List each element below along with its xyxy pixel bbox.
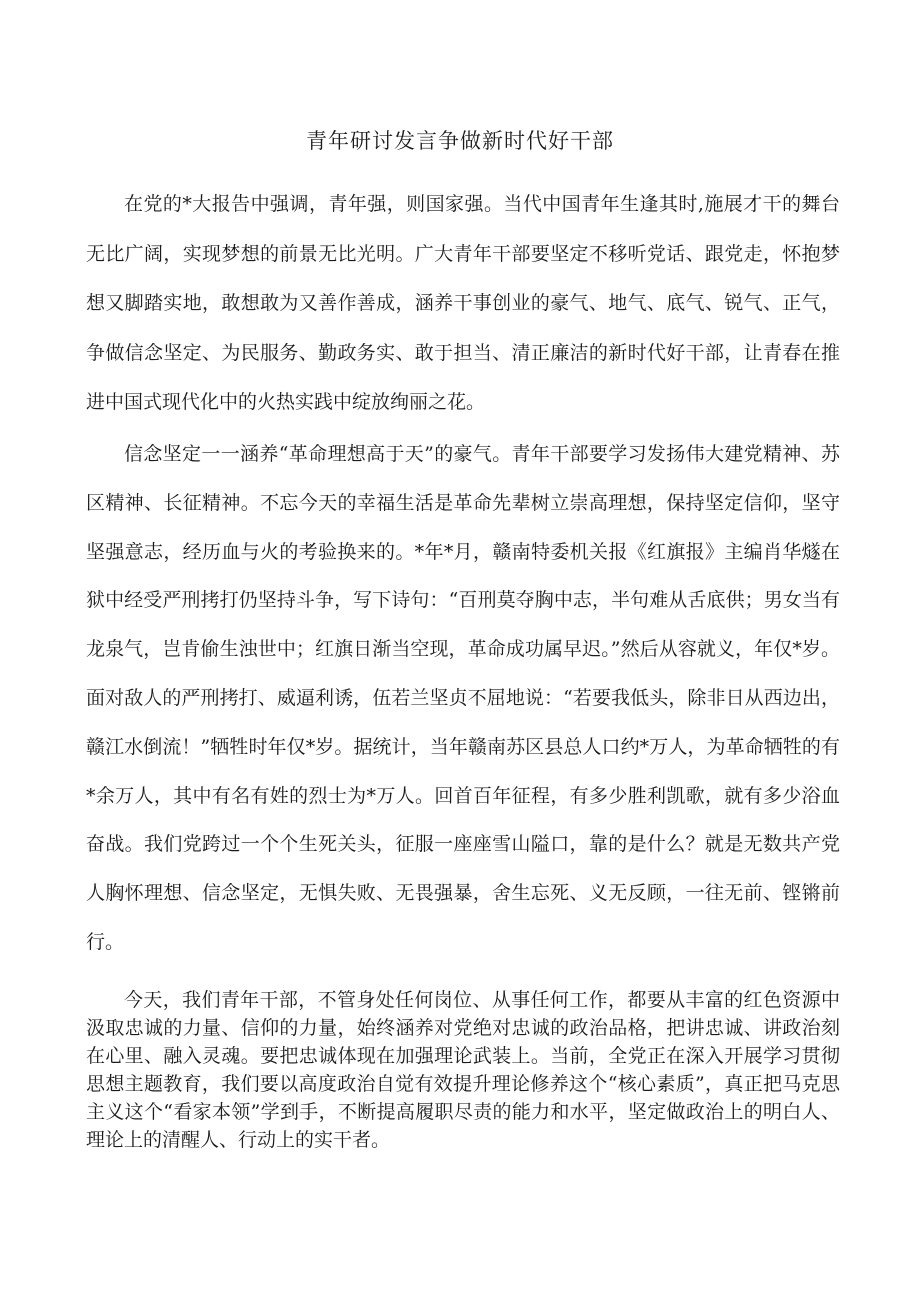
document-title: 青年研讨发言争做新时代好干部 (306, 129, 614, 153)
paragraph-intro: 在党的*大报告中强调，青年强，则国家强。当代中国青年生逢其时,施展才干的舞台无比广阔，实现梦想的前景无比光明。广大青年干部要坚定不移听党话、跟党走，怀抱梦想又脚踏实地，敢想敢为又善作善成，涵养干事创业的豪气、地气、底气、锐气、正气，争做信念坚定、为民服务、勤政务实、敢于担当、清正廉洁的新时代好干部，让青春在推进中国式现代化中的火热实践中绽放绚丽之花。 (86, 193, 840, 414)
paragraph-today: 今天，我们青年干部，不管身处任何岗位、从事任何工作，都要从丰富的红色资源中汲取忠诚的力量、信仰的力量，始终涵养对党绝对忠诚的政治品格，把讲忠诚、讲政治刻在心里、融入灵魂。要把忠诚体现在加强理论武装上。当前，全党正在深入开展学习贯彻思想主题教育，我们要以高度政治自觉有效提升理论修养这个“核心素质”，真正把马克思主义这个“看家本领”学到手，不断提高履职尽责的能力和水平，坚定做政治上的明白人、理论上的清醒人、行动上的实干者。 (86, 989, 840, 1151)
paragraph-faith: 信念坚定一一涵养“革命理想高于天”的豪气。青年干部要学习发扬伟大建党精神、苏区精神、长征精神。不忘今天的幸福生活是革命先辈树立崇高理想，保持坚定信仰，坚守坚强意志，经历血与火的考验换来的。*年*月，赣南特委机关报《红旗报》主编肖华燧在狱中经受严刑拷打仍坚持斗争，写下诗句：“百刑莫夺胸中志，半句难从舌底供；男女当有龙泉气，岂肯偷生浊世中；红旗日渐当空现，革命成功属早迟。”然后从容就义，年仅*岁。面对敌人的严刑拷打、威逼利诱，伍若兰坚贞不屈地说：“若要我低头，除非日从西边出，赣江水倒流！”牺牲时年仅*岁。据统计，当年赣南苏区县总人口约*万人，为革命牺牲的有*余万人，其中有名有姓的烈士为*万人。回首百年征程，有多少胜利凯歌，就有多少浴血奋战。我们党跨过一个个生死关头，征服一座座雪山隘口，靠的是什么？就是无数共产党人胸怀理想、信念坚定，无惧失败、无畏强暴，舍生忘死、义无反顾，一往无前、铿锵前行。 (86, 443, 840, 953)
